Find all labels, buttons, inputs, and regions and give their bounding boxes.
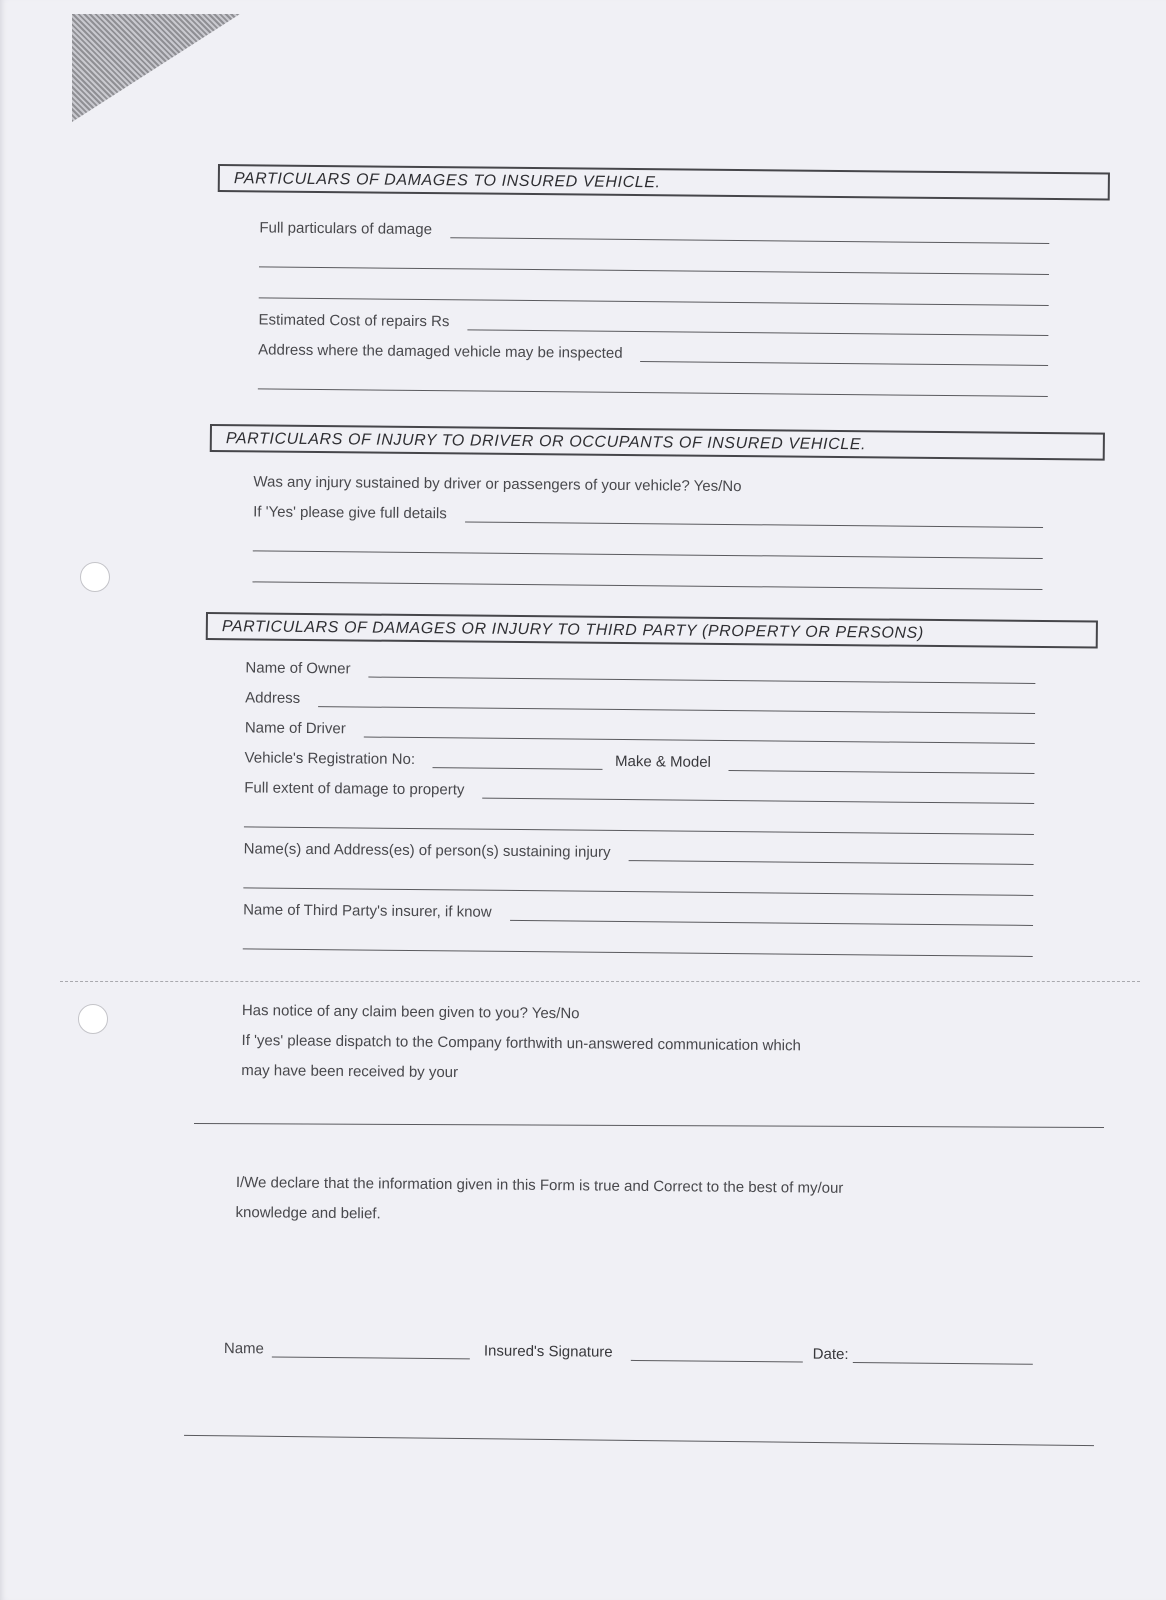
name-line[interactable] bbox=[272, 1342, 470, 1359]
insured-signature-label: Insured's Signature bbox=[483, 1342, 613, 1361]
section-occupant-injury bbox=[208, 424, 1104, 591]
injured-persons-line[interactable] bbox=[628, 846, 1033, 865]
injured-persons-label: Name(s) and Address(es) of person(s) sustaining injury bbox=[243, 840, 611, 861]
section-third-party bbox=[203, 612, 1098, 958]
third-party-address-line[interactable] bbox=[318, 692, 1035, 714]
section-title: PARTICULARS OF DAMAGES TO INSURED VEHICLE. bbox=[233, 170, 661, 192]
notice-instruction-2: may have been received by your bbox=[241, 1061, 459, 1082]
date-line[interactable] bbox=[852, 1348, 1032, 1365]
injured-persons-line-2[interactable] bbox=[243, 863, 1033, 896]
property-damage-line-2[interactable] bbox=[244, 802, 1034, 835]
registration-line[interactable] bbox=[433, 753, 603, 770]
name-label: Name bbox=[223, 1340, 265, 1358]
damage-line-3[interactable] bbox=[259, 273, 1049, 306]
third-party-address-field[interactable] bbox=[245, 682, 1035, 714]
property-damage-line[interactable] bbox=[482, 784, 1034, 804]
make-model-label: Make & Model bbox=[614, 752, 711, 771]
punch-hole-top bbox=[80, 562, 110, 592]
insurer-field[interactable] bbox=[243, 894, 1033, 926]
damage-line[interactable] bbox=[450, 223, 1050, 244]
declaration-section bbox=[235, 1168, 1066, 1236]
section-insured-vehicle-damage bbox=[216, 164, 1110, 398]
injury-details-line-3[interactable] bbox=[252, 557, 1042, 590]
injury-details-label: If 'Yes' please give full details bbox=[253, 503, 447, 523]
driver-line[interactable] bbox=[364, 723, 1035, 744]
registration-make-field[interactable] bbox=[245, 742, 1035, 774]
injury-details-field[interactable] bbox=[253, 496, 1043, 528]
fold-line bbox=[60, 981, 1140, 982]
inspection-address-line[interactable] bbox=[641, 347, 1049, 366]
owner-label: Name of Owner bbox=[245, 659, 351, 678]
declaration-line-2: knowledge and belief. bbox=[235, 1203, 381, 1223]
owner-line[interactable] bbox=[368, 663, 1035, 684]
cost-label: Estimated Cost of repairs Rs bbox=[258, 311, 450, 331]
section-title: PARTICULARS OF INJURY TO DRIVER OR OCCUPANTS OF INSURED VEHICLE. bbox=[225, 430, 867, 454]
date-label: Date: bbox=[812, 1345, 849, 1363]
make-model-line[interactable] bbox=[729, 756, 1035, 774]
injury-details-line[interactable] bbox=[465, 507, 1043, 528]
section-title-box bbox=[218, 164, 1110, 201]
insurer-label: Name of Third Party's insurer, if know bbox=[243, 901, 492, 921]
damage-field[interactable] bbox=[259, 212, 1049, 244]
signature-line[interactable] bbox=[631, 1346, 803, 1363]
cost-line[interactable] bbox=[467, 315, 1048, 336]
injured-persons-field[interactable] bbox=[244, 833, 1034, 865]
injury-question: Was any injury sustained by driver or passengers of your vehicle? Yes/No bbox=[253, 473, 742, 496]
inspection-address-label: Address where the damaged vehicle may be inspected bbox=[258, 341, 623, 362]
signature-row bbox=[224, 1340, 1104, 1365]
injury-details-line-2[interactable] bbox=[253, 526, 1043, 559]
insurer-line-2[interactable] bbox=[243, 924, 1033, 957]
insurer-line[interactable] bbox=[510, 906, 1034, 926]
notice-question: Has notice of any claim been given to you? Yes/No bbox=[241, 1001, 580, 1023]
notice-instruction-1: If 'yes' please dispatch to the Company forthwith un-answered communication which bbox=[241, 1031, 801, 1055]
notice-section bbox=[241, 996, 1042, 1094]
registration-label: Vehicle's Registration No: bbox=[244, 749, 416, 769]
section-title: PARTICULARS OF DAMAGES OR INJURY TO THIRD PARTY (PROPERTY OR PERSONS) bbox=[221, 618, 924, 642]
damage-label: Full particulars of damage bbox=[259, 219, 433, 239]
cost-field[interactable] bbox=[258, 304, 1048, 336]
bottom-divider-line bbox=[184, 1435, 1094, 1446]
driver-label: Name of Driver bbox=[244, 719, 346, 738]
inspection-address-line-2[interactable] bbox=[258, 364, 1048, 397]
photocopy-corner-mark bbox=[72, 14, 240, 122]
property-damage-field[interactable] bbox=[244, 772, 1034, 804]
section-title-box bbox=[210, 424, 1105, 461]
driver-field[interactable] bbox=[245, 712, 1035, 744]
third-party-address-label: Address bbox=[245, 689, 301, 707]
property-damage-label: Full extent of damage to property bbox=[244, 779, 465, 799]
declaration-line-1: I/We declare that the information given in this Form is true and Correct to the best of my/our bbox=[235, 1173, 844, 1197]
owner-field[interactable] bbox=[245, 652, 1035, 684]
punch-hole-bottom bbox=[78, 1004, 108, 1034]
divider-line bbox=[194, 1123, 1104, 1128]
section-title-box bbox=[206, 612, 1098, 649]
damage-line-2[interactable] bbox=[259, 242, 1049, 275]
inspection-address-field[interactable] bbox=[258, 334, 1048, 366]
